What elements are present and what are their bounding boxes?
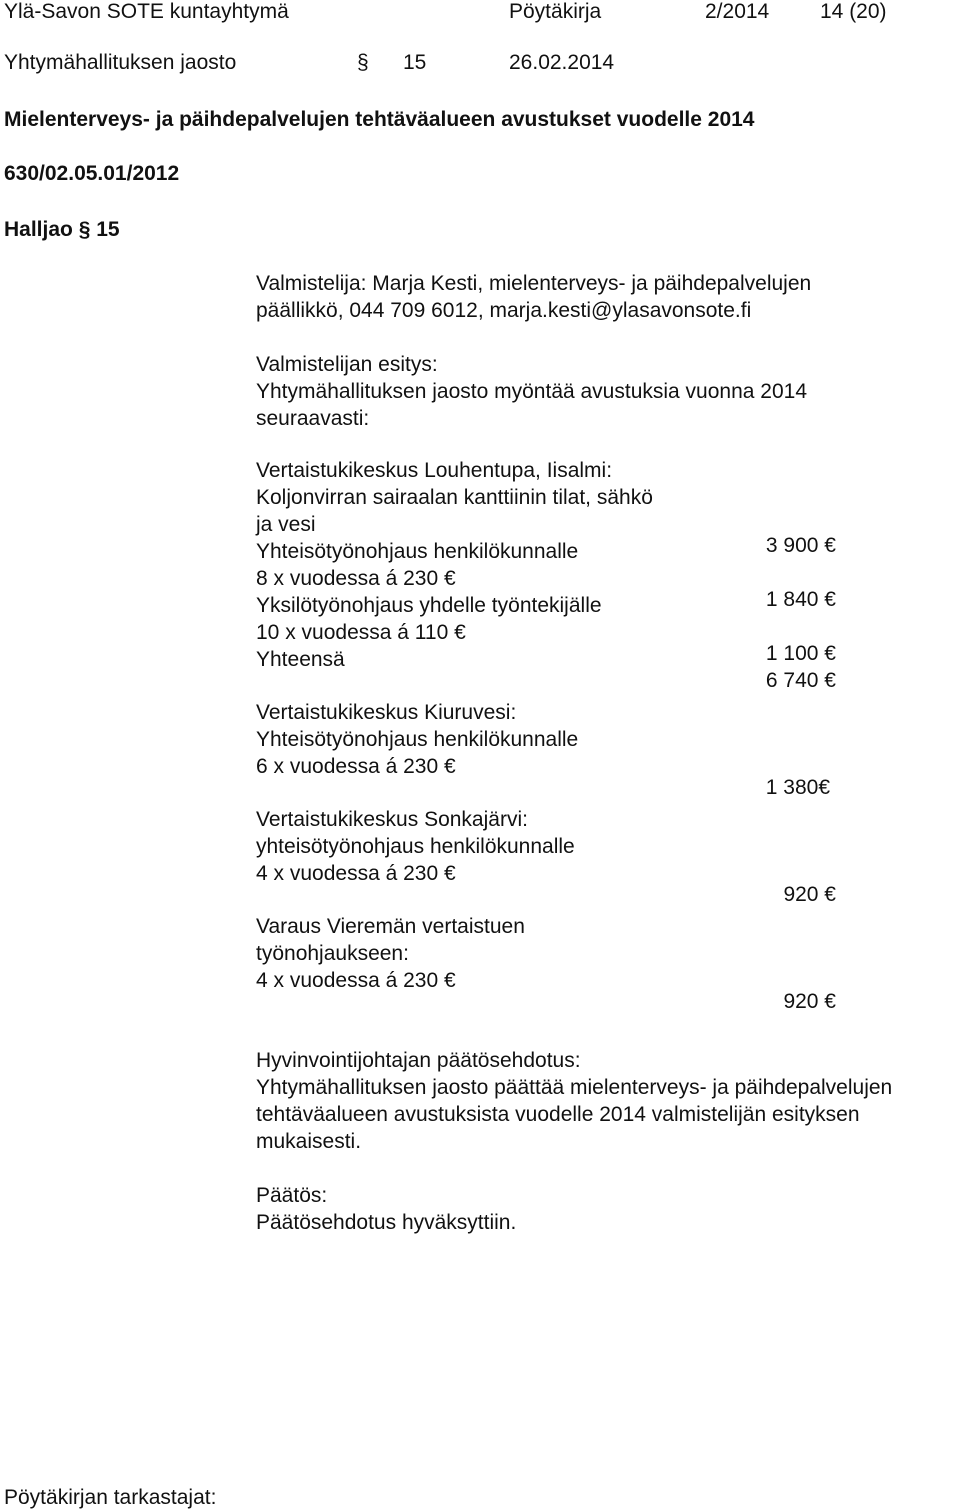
- section-sign-icon: §: [357, 51, 369, 74]
- decision-proposal-line-2: tehtäväalueen avustuksista vuodelle 2014 valmistelijän esityksen: [256, 1103, 860, 1126]
- louhentupa-total-amount: 6 740 €: [765, 669, 836, 692]
- louhentupa-item2-line1: Yhteisötyönohjaus henkilökunnalle: [256, 540, 579, 563]
- kiuruvesi-heading: Vertaistukikeskus Kiuruvesi:: [256, 701, 517, 724]
- decision-proposal-line-3: mukaisesti.: [256, 1130, 362, 1153]
- proposal-line-2: seuraavasti:: [256, 407, 370, 430]
- decision-proposal-line-1: Yhtymähallituksen jaosto päättää mielenterveys- ja päihdepalvelujen: [256, 1076, 893, 1099]
- vierema-heading-line1: Varaus Vieremän vertaistuen: [256, 915, 525, 938]
- diary-number: 630/02.05.01/2012: [4, 162, 180, 185]
- preparer-line-1: Valmistelija: Marja Kesti, mielenterveys- ja päihdepalvelujen: [256, 272, 812, 295]
- decision-text: Päätösehdotus hyväksyttiin.: [256, 1211, 517, 1234]
- proposal-heading: Valmistelijan esitys:: [256, 353, 438, 376]
- louhentupa-total-label: Yhteensä: [256, 648, 345, 671]
- sonkajarvi-item-line1: yhteisötyönohjaus henkilökunnalle: [256, 835, 575, 858]
- vierema-heading-line2: työnohjaukseen:: [256, 942, 409, 965]
- kiuruvesi-item-line1: Yhteisötyönohjaus henkilökunnalle: [256, 728, 579, 751]
- halljao-label: Halljao: [4, 218, 73, 241]
- louhentupa-item2-line2: 8 x vuodessa á 230 €: [256, 567, 456, 590]
- preparer-line-2: päällikkö, 044 709 6012, marja.kesti@ylasavonsote.fi: [256, 299, 752, 322]
- halljao-section-sign: §: [78, 218, 91, 241]
- header-page: 14 (20): [820, 0, 887, 23]
- kiuruvesi-amount: 1 380€: [765, 776, 830, 799]
- header-date: 26.02.2014: [509, 51, 615, 74]
- header-body: Yhtymähallituksen jaosto: [4, 51, 237, 74]
- louhentupa-item1-amount: 3 900 €: [765, 534, 836, 557]
- louhentupa-item3-line2: 10 x vuodessa á 110 €: [256, 621, 466, 644]
- louhentupa-item2-amount: 1 840 €: [765, 588, 836, 611]
- sonkajarvi-heading: Vertaistukikeskus Sonkajärvi:: [256, 808, 528, 831]
- page-title: Mielenterveys- ja päihdepalvelujen tehtäväalueen avustukset vuodelle 2014: [4, 108, 755, 131]
- halljao-number: 15: [96, 218, 120, 241]
- kiuruvesi-item-line2: 6 x vuodessa á 230 €: [256, 755, 456, 778]
- reviewers-label: Pöytäkirjan tarkastajat:: [4, 1486, 217, 1509]
- louhentupa-item3-line1: Yksilötyönohjaus yhdelle työntekijälle: [256, 594, 602, 617]
- header-doc-number: 2/2014: [705, 0, 770, 23]
- vierema-item-line: 4 x vuodessa á 230 €: [256, 969, 456, 992]
- sonkajarvi-amount: 920 €: [783, 883, 836, 906]
- header-doc-type: Pöytäkirja: [509, 0, 602, 23]
- louhentupa-item3-amount: 1 100 €: [765, 642, 836, 665]
- louhentupa-heading: Vertaistukikeskus Louhentupa, Iisalmi:: [256, 459, 613, 482]
- halljao-heading: [4, 216, 120, 243]
- decision-heading: Päätös:: [256, 1184, 328, 1207]
- sonkajarvi-item-line2: 4 x vuodessa á 230 €: [256, 862, 456, 885]
- proposal-line-1: Yhtymähallituksen jaosto myöntää avustuksia vuonna 2014: [256, 380, 808, 403]
- vierema-amount: 920 €: [783, 990, 836, 1013]
- louhentupa-item1-line1: Koljonvirran sairaalan kanttiinin tilat, sähkö: [256, 486, 653, 509]
- louhentupa-item1-line2: ja vesi: [256, 513, 316, 536]
- header-section: 15: [403, 51, 427, 74]
- decision-proposal-heading: Hyvinvointijohtajan päätösehdotus:: [256, 1049, 581, 1072]
- header-organization: Ylä-Savon SOTE kuntayhtymä: [4, 0, 289, 23]
